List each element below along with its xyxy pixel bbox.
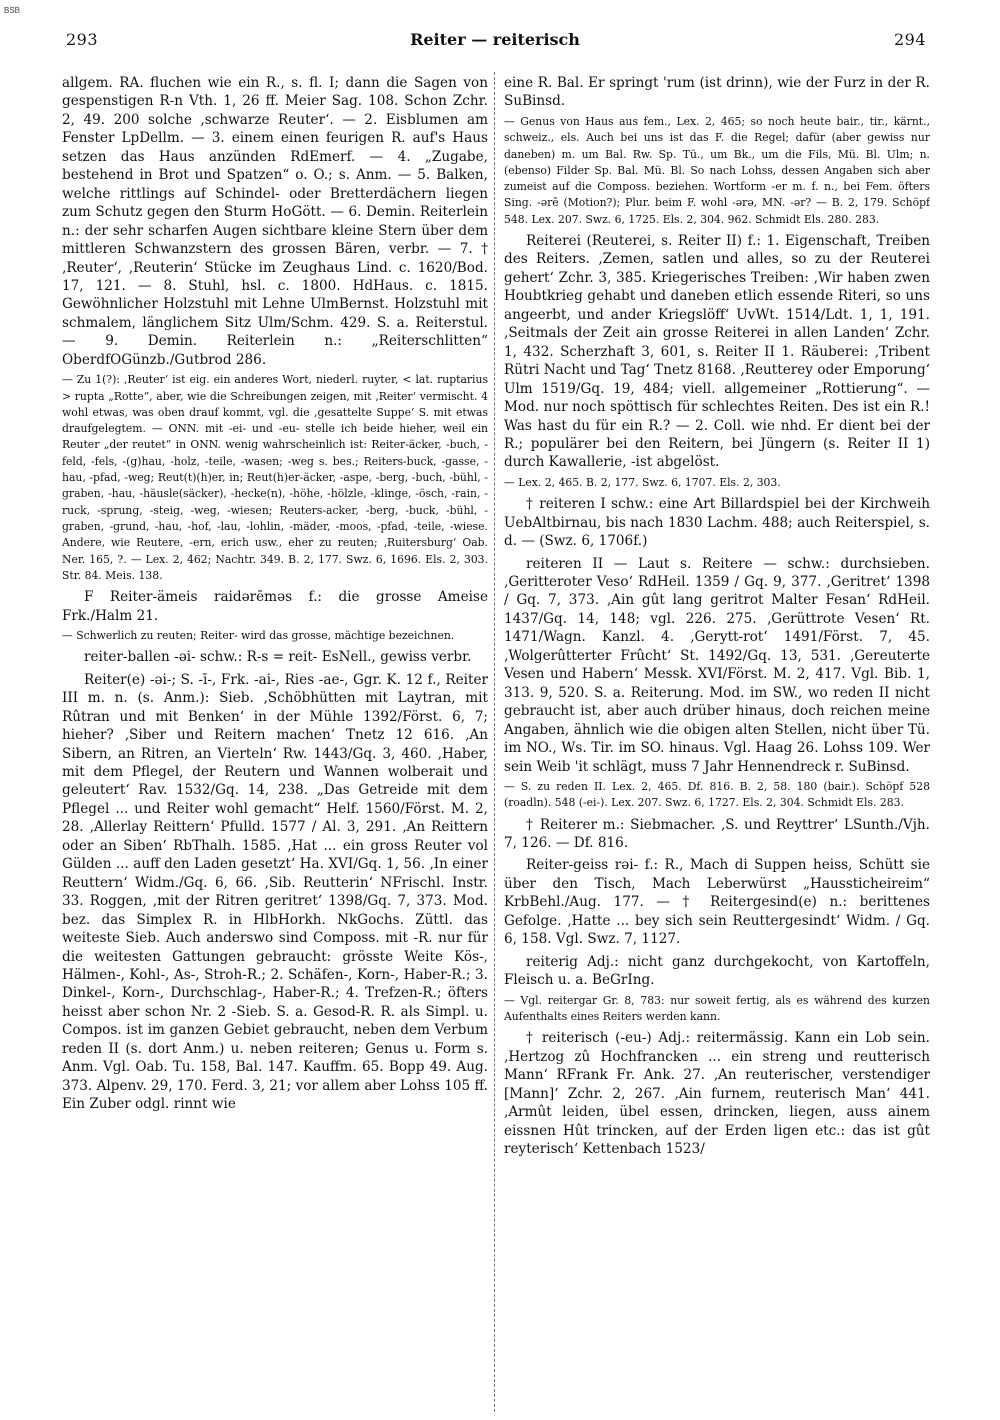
- running-title: Reiter — reiterisch: [410, 30, 580, 49]
- entry-reiterer: † Reiterer m.: Siebmacher. ‚S. und Reyttrer‘ LSunth./Vjh. 7, 126. — Df. 816.: [504, 816, 930, 852]
- entry-reiterei: Reiterei (Reuterei, s. Reiter II) f.: 1. Eigenschaft, Treiben des Reiters. ‚Zemen, satlen und alles, so zu der Reuterei gehert‘ Zchr. 3, 385. Kriegerisches Treiben: ‚Wir haben zwen Houbtkrieg gehabt und daneben etlich essende Riteri, so uns angeerbt, und ander Kriegslöff‘ UvWt. 1514/Ldt. 1, 1, 191. ‚Seitmals der Zeit ain grosse Reiterei in allen Landen‘ Zchr. 1, 432. Scherzhaft 3, 601, s. Reiter II 1. Räuberei: ‚Tribent Rütri Nacht und Tag‘ Tnetz 8168. ‚Reutterey oder Emporung‘ Ulm 1519/Gq. 19, 484; viell. allgemeiner „Rottierung“. — Mod. nur noch spöttisch für schlechtes Reiten. Des ist ein R.! Was hast du für ein R.? — 2. Coll. wie nhd. Er dient bei der R.; populärer bei den Reitern, bei Jüngern (s. Reiter II 1) durch Kawallerie, -ist abgelöst.: [504, 232, 930, 471]
- entry-reiter-continued: allgem. RA. fluchen wie ein R., s. fl. I; dann die Sagen von gespenstigen R-n Vth. 1, 26 ff. Meier Sag. 108. Schon Zchr. 2, 49. 200 solche ‚schwarze Reuter‘. — 2. Eisblumen am Fenster LpDellm. — 3. einem einen feurigen R. auf's Haus setzen das Haus anzünden RdEmerf. — 4. „Zugabe, bestehend in Brot und Spatzen“ o. O.; s. Anm. — 5. Balken, welche rittlings auf Schindel- oder Bretterdächern liegen zum Schutz gegen den Sturm HoGött. — 6. Demin. Reiterlein n.: der sehr scharfen Augen sichtbare kleine Stern über dem mittleren Schwanzstern des grossen Bären, verbr. — 7. † ‚Reuter‘, ‚Reuterin‘ Stücke im Zeughaus Lind. c. 1620/Bod. 17, 121. — 8. Stuhl, hsl. c. 1800. HdHaus. c. 1815. Gewöhnlicher Holzstuhl mit Lehne UlmBernst. Holzstuhl mit schmalem, länglichem Sitz Ulm/Schm. 429. S. a. Reiterstul. — 9. Demin. Reiterlein n.: „Reiterschlitten“ OberdfOGünzb./Gutbrod 286.: [62, 75, 488, 368]
- left-column: [62, 74, 488, 1410]
- note-reiterig: — Vgl. reitergar Gr. 8, 783: nur soweit fertig, als es während des kurzen Aufenthalts eines Reiters werden kann.: [504, 993, 930, 1023]
- page-number-right: 294: [893, 30, 926, 49]
- entry-reiterig: reiterig Adj.: nicht ganz durchgekocht, von Kartoffeln, Fleisch u. a. BeGrIng.: [504, 953, 930, 989]
- right-column: [504, 74, 930, 1410]
- library-stamp: BSB: [4, 6, 21, 15]
- entry-reiteren-2: reiteren II — Laut s. Reitere — schw.: durchsieben. ‚Geritteroter Veso‘ RdHeil. 1359 / Gq. 9, 377. ‚Geritret‘ 1398 / Gq. 7, 373. ‚Ain gût lang geritrot Malter Fesan‘ RdHeil. 1437/Gq. 14, 148; vgl. 226. 275. ‚Gerüttrote Vesen‘ Rt. 1471/Wagn. Kanzl. 4. ‚Gerytt-rot‘ 1491/Först. 7, 45. ‚Wolgerûtterter Frûcht‘ St. 1492/Gq. 13, 531. ‚Gereuterte Vesen und Habern‘ Messk. XVI/Först. M. 2, 417. Vgl. Bib. 1, 313. 9, 520. S. a. Reiterung. Mod. im SW., wo reden II nicht gebraucht ist, aber auch drüber hinaus, doch reichen meine Angaben, ähnlich wie die obigen alten Stellen, nicht über Tü. im NO., Ws. Tir. im SO. hinaus. Vgl. Haag 26. Lohss 109. Wer sein Weib 'it schlägt, muss 7 Jahr Hennendreck r. SuBinsd.: [504, 555, 930, 775]
- note-reiterei: — Lex. 2, 465. B. 2, 177. Swz. 6, 1707. Els. 2, 303.: [504, 475, 781, 489]
- entry-reiterisch: † reiterisch (-eu-) Adj.: reitermässig. Kann ein Lob sein. ‚Hertzog zû Hochfrancken ... ein streng und reutterisch Mann‘ RFrank Fr. Ank. 27. ‚An reuterischer, verstendiger [Mann]‘ Zchr. 2, 267. ‚Ain furnem, reuterisch Man‘ 441. ‚Armût leiden, übel essen, drincken, liegen, auss ainem eissnen Hût trincken, auf der Erden ligen etc.: das ist gût reyterisch‘ Kettenbach 1523/: [504, 1030, 930, 1157]
- note-reiter: — Zu 1(?): ‚Reuter‘ ist eig. ein anderes Wort, niederl. ruyter, < lat. ruptarius > rupta „Rotte“, aber, wie die Schreibungen zeigen, mit ‚Reiter‘ vermischt. 4 wohl etwas, was oben drauf kommt, vgl. die ‚gesattelte Suppe‘ S. mit etwas draufgelegtem. — ONN. mit -ei- und -eu- stelle ich beide hieher, weil ein Reuter „der reutet“ in ONN. wenig wahrscheinlich ist: Reiter-äcker, -buch, -feld, -fels, -(g)hau, -holz, -teile, -wasen; -weg s. bes.; Reiters-buck, -gasse, -hau, -pfad, -weg; Reut(t)(h)er, in; Reut(h)er-äcker, -aspe, -berg, -buch, -bühl, -graben, -hau, -häusle(säcker), -hecke(n), -höhe, -hölzle, -klinge, -ösch, -rain, -ruck, -sprung, -steig, -weg, -wiesen; Reuters-acker, -berg, -buck, -bühl, -graben, -grund, -hau, -hof, -lau, -lohlin, -mäder, -moos, -pfad, -teile, -wiese. Andere, wie Reutere, -ern, erich usw., eher zu reuten; ‚Ruitersburg‘ Oab. Ner. 165, ?. — Lex. 2, 462; Nachtr. 349. B. 2, 177. Swz. 6, 1696. Els. 2, 303. Str. 84. Meis. 138.: [62, 373, 488, 582]
- page-number-left: 293: [66, 30, 99, 49]
- note-reiter-ameis: — Schwerlich zu reuten; Reiter- wird das grosse, mächtige bezeichnen.: [62, 629, 455, 643]
- entry-reiter-ballen: reiter-ballen -əi- schw.: R-s = reit- EsNell., gewiss verbr.: [84, 649, 472, 666]
- entry-reitere: Reiter(e) -əi-; S. -ī-, Frk. -ai-, Ries -ae-, Ggr. K. 12 f., Reiter III m. n. (s. Anm.): Sieb. ‚Schöbhütten mit Laytran, mit Rûtran und mit Benken‘ in der Mühle 1392/Först. 6, 7; hieher? ‚Siber und Reitern machen‘ Tnetz 12 616. ‚An Sibern, an Ritren, an Vierteln‘ Rw. 1443/Gq. 3, 460. ‚Haber, mit dem Pflegel, der Reutern und Wannen wolberait und geleutert‘ Rav. 1532/Gq. 14, 238. „Das Getreide mit dem Pflegel ... und Reiter wohl gemacht“ Helf. 1560/Först. M. 2, 28. ‚Allerlay Reittern‘ Pfulld. 1577 / Al. 3, 291. ‚An Reittern oder an Siben‘ RbThalh. 1585. ‚Hat ... ein gross Reuter vol Gülden ... auff den Laden gesetzt‘ Ha. XVI/Gq. 1, 56. ‚In einer Reuttern‘ Widm./Gq. 6, 66. ‚Sib. Reutterin‘ NFrischl. Instr. 33. Roggen, ‚mit der Ritren geritret‘ 1398/Gq. 7, 373. Mod. bez. das Simplex R. in HlbHorkh. NkGochs. Züttl. das weiteste Sieb. Auch anderswo sind Composs. mit -R. nur für die weitesten Gattungen gebraucht: grösste Weite Kös-, Hälmen-, Kohl-, As-, Stroh-R.; 2. Schäfen-, Korn-, Haber-R.; 3. Dinkel-, Korn-, Durchschlag-, Haber-R.; 4. Trefzen-R.; öfters heisst aber schon Nr. 2 -Sieb. S. a. Gesod-R. R. als Simpl. u. Compos. ist im ganzen Gebiet gebraucht, neben dem Verbum reden II (s. dort Anm.) u. neben reiteren; Genus u. Form s. Anm. Vgl. Oab. Tu. 158, Bal. 147. Kauffm. 65. Bopp 49. Aug. 373. Alpenv. 29, 170. Ferd. 3, 21; vor allem aber Lohss 105 ff. Ein Zuber odgl. rinnt wie: [62, 671, 488, 1113]
- entry-reiteren-1: † reiteren I schw.: eine Art Billardspiel bei der Kirchweih UebAltbirnau, bis nach 1830 Lachm. 488; auch Reiterspiel, s. d. — (Swz. 6, 1706f.): [504, 496, 930, 550]
- page-header: [62, 30, 928, 54]
- entry-reiter-geiss: Reiter-geiss rəi- f.: R., Mach di Suppen heiss, Schütt sie über den Tisch, Mach Leberwürst „Haussticheireim“ KrbBehl./Aug. 177. — † Reitergesind(e) n.: berittenes Gefolge. ‚Hatte ... bey sich sein Reuttergesindt‘ Widm. / Gq. 6, 158. Vgl. Swz. 7, 1127.: [504, 857, 930, 948]
- entry-reitere-continued: eine R. Bal. Er springt 'rum (ist drinn), wie der Furz in der R. SuBinsd.: [504, 75, 930, 110]
- column-divider: [494, 72, 495, 1412]
- entry-reiter-ameis: F Reiter-ämeis raidərēməs f.: die grosse Ameise Frk./Halm 21.: [62, 589, 488, 624]
- note-reitere: — Genus von Haus aus fem., Lex. 2, 465; so noch heute bair., tir., kärnt., schweiz., els. Auch bei uns ist das F. die Regel; dafür (aber gewiss nur daneben) m. um Bal. Rw. Sp. Tü., um Bk., um die Fils, Mü. Bl. Ulm; n. (ebenso) Filder Sp. Bal. Mü. Bl. So nach Lohss, dessen Angaben sich aber zumeist auf die Composs. beziehen. Wortform -er m. f. n., bei Fem. öfters Sing. -ərē (Motion?); Plur. beim F. wohl -ərə, MN. -ər? — B. 2, 179. Schöpf 548. Lex. 207. Swz. 6, 1725. Els. 2, 304. 962. Schmidt Els. 280. 283.: [504, 114, 930, 226]
- note-reiteren-2: — S. zu reden II. Lex. 2, 465. Df. 816. B. 2, 58. 180 (bair.). Schöpf 528 (roadln). 548 (-ei-). Lex. 207. Swz. 6, 1727. Els. 2, 304. Schmidt Els. 283.: [504, 779, 930, 810]
